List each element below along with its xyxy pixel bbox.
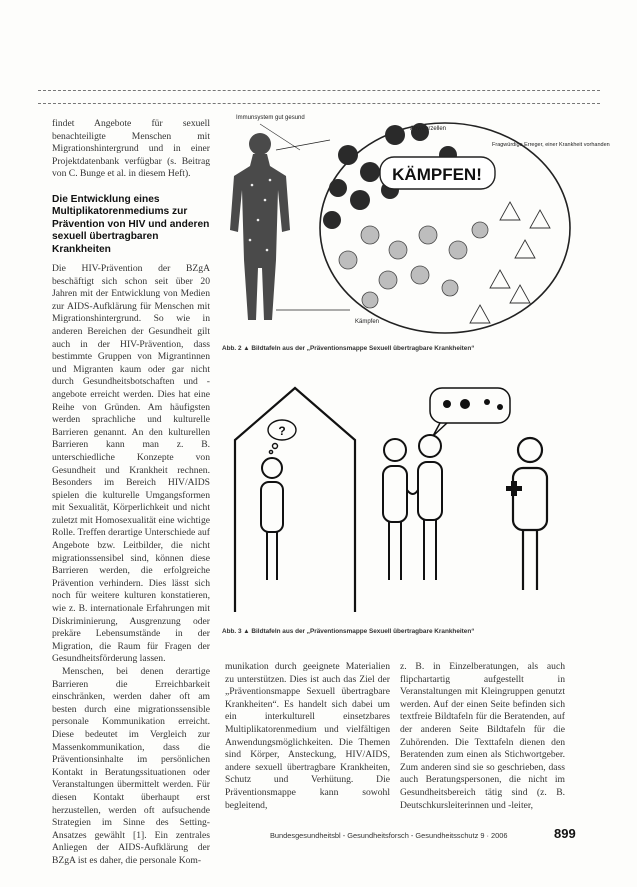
figure-2-illustration bbox=[220, 110, 610, 335]
header-rule-top bbox=[38, 90, 600, 91]
journal-footer: Bundesgesundheitsbl - Gesundheitsforsch - Gesundheitsschutz 9 · 2006 bbox=[270, 831, 508, 840]
page-number: 899 bbox=[554, 826, 576, 841]
house-outline bbox=[235, 388, 355, 612]
triangle-pathogens bbox=[470, 202, 550, 323]
question-mark: ? bbox=[278, 424, 286, 438]
doctor-figure bbox=[513, 438, 547, 590]
figure-3-illustration bbox=[225, 380, 575, 615]
intro-text: findet Angebote für sexuell benachteiligte Menschen mit Migrationshintergrund und in einer Projektdatenbank verfügbar (s. Beitrag von C. Bunge et al. in diesem Heft). bbox=[52, 118, 210, 180]
human-silhouette bbox=[230, 133, 290, 320]
thought-bubble-symbols bbox=[430, 388, 510, 436]
virus-cells bbox=[339, 222, 488, 308]
figure-2-caption: Abb. 2 ▲ Bildtafeln aus der „Präventionsmappe Sexuell übertragbare Krankheiten“ bbox=[222, 345, 475, 352]
person-in-house bbox=[261, 458, 283, 580]
section-heading: Die Entwicklung eines Multiplikatorenmediums zur Prävention von HIV und anderen sexuell übertragbaren Krankheiten bbox=[52, 194, 210, 255]
left-column-text: Die HIV-Prävention der BZgA beschäftigt sich schon seit über 20 Jahren mit der Entwicklung von Medien zur AIDS-Aufklärung für Menschen mit Migrationshintergrund. So wie in anderen Bereichen der Gesundheit gilt auch in der HIV-Prävention, dass bestimmte Gruppen von Migrantinnen und Migranten kaum oder gar nicht durch Gesundheitsbotschaften und -angebote erreicht werden. Dies hat eine Reihe von Gründen. Am häufigsten werden sprachliche und kulturelle Barrieren genannt. An den kulturellen Barrieren kann man z. B. unterschiedliche Konzepte von Gesundheit und Krankheit rechnen. Besonders im Bereich HIV/AIDS spielen die kulturelle Umgangsformen mit Sexualität, Körperlichkeit und nicht zuletzt mit Homosexualität eine wichtige Rolle. Treffen derartige Unterschiede auf Angebote bzw. Leitbilder, die nicht migrationssensibel sind, können diese Barrieren werden, die erfolgreiche Prävention verhindern. Dies lässt sich noch für weitere kulturen konstatieren, wie z. B. internationale Erfahrungen mit Diskriminierung, Ausgrenzung oder prekäre Lebensumstände in der Migration, die Raum für Fragen der Gesundheitsförderung lassen. Menschen, bei denen derartige Barrieren die Erreichbarkeit einschränken, werden daher oft am besten durch eine migrationssensible personale Kommunikation erreicht. Diese bedeutet im Vergleich zur Massenkommunikation, dass die Präventionsinhalte im persönlichen Kontakt in Beratungssituationen oder Veranstaltungen übermittelt werden. Für diesen Kontakt überhaupt erst herzustellen, werden oft aufsuchende Strategien im Sinne des Setting-Ansatzes gewählt [1]. Ein zentrales Anliegen der AIDS-Aufklärung der BZgA ist es daher, die personale Kom- bbox=[52, 263, 210, 866]
label-abwehr: Abwehrzellen bbox=[410, 126, 447, 132]
couple-figures bbox=[383, 435, 442, 580]
label-kampfen: Kämpfen bbox=[355, 319, 380, 325]
banner-title: KÄMPFEN! bbox=[392, 165, 482, 184]
label-immune: Immunsystem gut gesund bbox=[236, 115, 305, 121]
red-cross-icon bbox=[506, 481, 522, 496]
figure-3-caption: Abb. 3 ▲ Bildtafeln aus der „Präventionsmappe Sexuell übertragbare Krankheiten“ bbox=[222, 628, 475, 635]
middle-column-text: munikation durch geeignete Materialien zu unterstützen. Dies ist auch das Ziel der „Präventionsmappe Sexuell übertragbare Krankheiten“. Es handelt sich dabei um ein interkulturell einsetzbares Multiplikatorenmedium und vielfältigen Anwendungsmöglichkeiten. Die Themen sind Körper, Ansteckung, HIV/AIDS, andere sexuell übertragbare Krankheiten, Schutz und Verhütung. Die Präventionsmappe kann sowohl begleitend, bbox=[225, 661, 390, 811]
right-column-text: z. B. in Einzelberatungen, als auch flipchartartig aufgestellt in Veranstaltungen mit Kleingruppen genutzt werden. Auf der einen Seite befinden sich textfreie Bildtafeln für die Beratenden, auf der anderen Seite Bildtafeln für die Zuhörenden. Die Texttafeln dienen den Beratenden zum einen als Stichwortgeber. Zum anderen sind sie so geschrieben, dass auch Beratungspersonen, die nicht im Gesundheitsbereich tätig sind (z. B. Deutschkursleiterinnen und -leiter, bbox=[400, 661, 565, 811]
label-krank: Fragwürdige Erreger, einer Krankheit vorhanden bbox=[492, 142, 610, 148]
header-rule-bottom bbox=[38, 103, 600, 104]
